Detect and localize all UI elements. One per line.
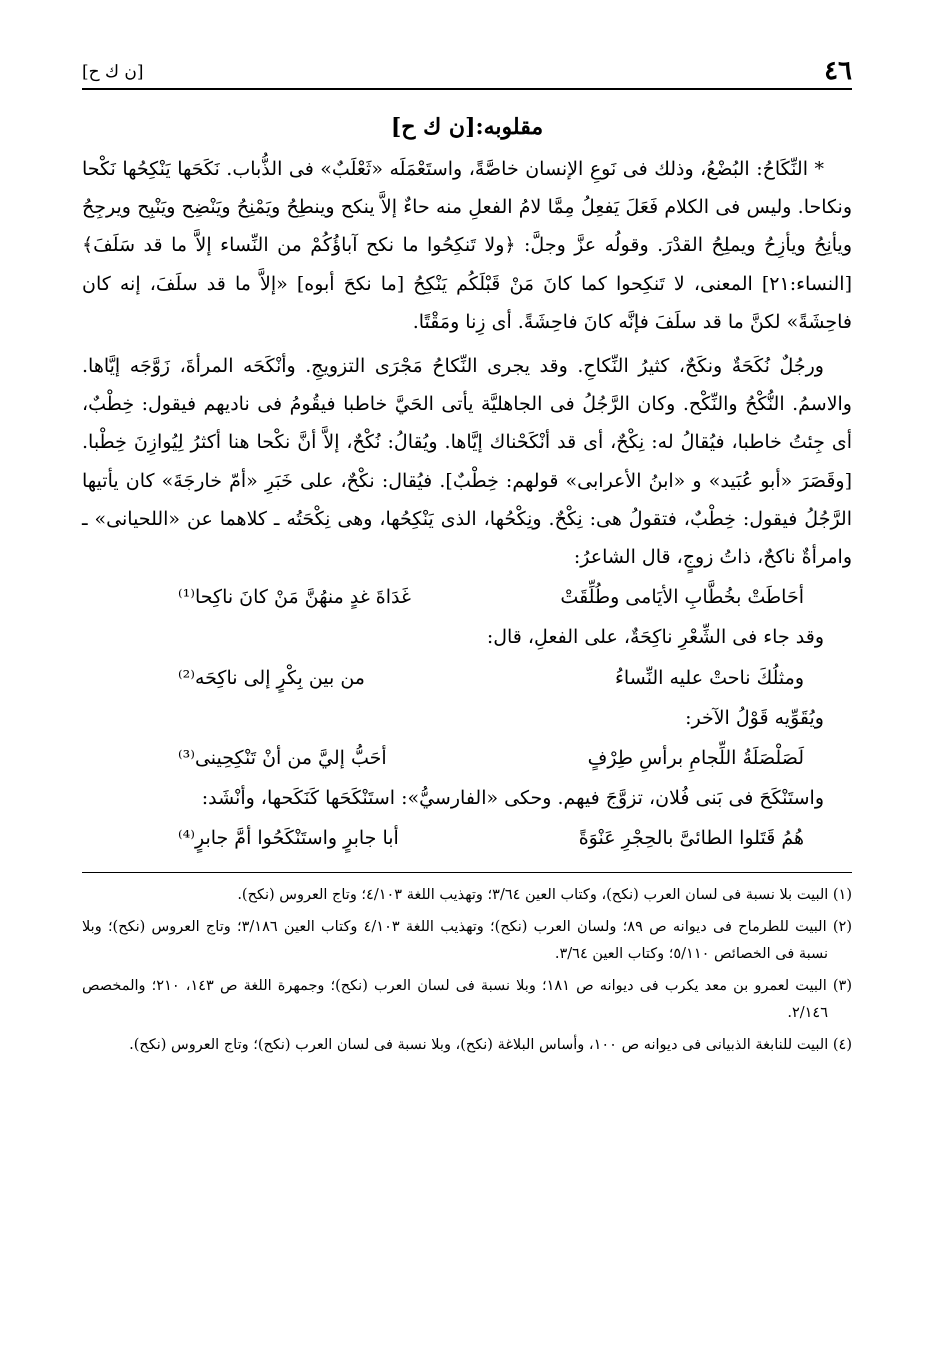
verse-2-second-hemistich: من بين بِكْرٍ إلى ناكِحَه⁽²⁾ (178, 666, 365, 689)
running-head: [ن ك ح] (82, 62, 144, 82)
verse-1 (82, 578, 852, 616)
footnote-4: (٤) البيت للنابغة الذبيانى فى ديوانه ص ١٠٠، وأساس البلاغة (نكح)، وبلا نسبة فى لسان العرب (نكح)؛ وتاج العروس (نكح). (129, 1036, 852, 1053)
paragraph-4: ويُقَوِّيه قَوْلُ الآخر: (685, 706, 824, 729)
document-page (82, 48, 852, 1064)
verse-3 (82, 739, 852, 777)
verse-4-second-hemistich: أبا جابرٍ واستَنْكَحُوا أمَّ جابرٍ⁽⁴⁾ (178, 827, 399, 850)
paragraph-1: * النِّكَاحُ: البُضْعُ، وذلك فى نَوعِ الإنسان خاصَّةً، واستَعْمَلَه «ثَعْلَبٌ» فى الذُّباب. نَكَحَها يَنْكِحُها نَكْحا ونكاحا. وليس فى الكلام فَعَلَ يَفعِلُ مِمَّا لامُ الفعلِ منه حاءٌ إلاَّ ينكح وينطِحُ ويَمْنِحُ ويَنْضِح ويَنْبِح ويرجِحُ ويأنِحُ ويأزِحُ ويملِحُ القدْرَ. وقولُه عزَّ وجلَّ: ﴿ولا تَنكِحُوا ما نكح آباؤُكُمْ من النِّساء إلاَّ ما قد سَلَفَ﴾ [النساء:٢١] المعنى، لا تَنكِحوا كما كانَ مَنْ قَبْلَكُم يَنْكِحُ [ما نكحَ أبوه] «إلاَّ ما قد سلَفَ، إنه كان فاحِشَةً» لكنَّ ما قد سلَفَ فإنَّه كانَ فاحِشَةً. أى زِنا ومَقْتًا. (82, 158, 852, 333)
verse-4 (82, 819, 852, 857)
page-header (82, 48, 852, 90)
verse-2 (82, 659, 852, 697)
verse-3-second-hemistich: أحَبُّ إليَّ من أنْ تَنْكِحِينى⁽³⁾ (178, 747, 387, 770)
footnote-2: (٢) البيت للطرماح فى ديوانه ص ٨٩؛ ولسان العرب (نكح)؛ وتهذيب اللغة ٤/١٠٣ وكتاب العين ٣/١٨٦؛ وتاج العروس (نكح)؛ وبلا نسبة فى الخصائص ٥/١١٠؛ وكتاب العين ٣/٦٤. (82, 918, 852, 962)
footnote-3: (٣) البيت لعمرو بن معد يكرب فى ديوانه ص ١٨١؛ وبلا نسبة فى لسان العرب (نكح)؛ وجمهرة اللغة ص ١٤٣، ٢١٠؛ والمخصص ٢/١٤٦. (82, 977, 853, 1021)
paragraph-3: وقد جاء فى الشِّعْرِ ناكِحَةٌ، على الفعلِ، قال: (486, 626, 824, 649)
verse-1-first-hemistich: أحَاطَتْ بخُطَّابِ الأيَامى وطُلِّقَتْ (560, 586, 804, 609)
section-title: مقلوبه:[ن ك ح] (390, 114, 544, 140)
page-number: ٤٦ (824, 56, 852, 86)
verse-3-first-hemistich: لَصَلْصَلَةُ اللِّجامِ برأسِ طِرْفٍ (587, 747, 804, 770)
verse-4-first-hemistich: هُمُ قَتَلوا الطائىَّ بالحِجْرِ عَنْوَةً (578, 827, 804, 850)
footnotes (82, 872, 852, 1059)
paragraph-5: واستَنْكَحَ فى بَنى فُلان، تزوَّجَ فيهم. وحكى «الفارسيُّ»: استَنْكَحَها كَنَكَحها، وأنْشَد: (201, 787, 824, 810)
footnote-1: (١) البيت بلا نسبة فى لسان العرب (نكح)، وكتاب العين ٣/٦٤؛ وتهذيب اللغة ٤/١٠٣؛ وتاج العروس (نكح). (237, 886, 852, 903)
verse-1-second-hemistich: غَدَاةَ غدٍ منهُنَّ مَنْ كانَ ناكِحا⁽¹⁾ (178, 586, 411, 609)
paragraph-2: ورجُلٌ نُكَحَةٌ ونكَحٌ، كثيرُ النِّكاحِ. وقد يجرى النِّكاحُ مَجْرَى التزويجِ. وأنْكَحَه المرأةَ، زَوَّجَه إيَّاها. والاسمُ. النُّكْحُ والنِّكْح. وكان الرَّجُلُ فى الجاهليَّة يأتى الحَيَّ خاطبا فيقُومُ فى ناديهم فيقول: خِطْبٌ، أى جِئتُ خاطبا، فيُقالُ له: نِكْحٌ، أى قد أنْكَحْناك إيَّاها. ويُقالُ: نُكْحٌ، إلاَّ أنَّ نكْحا هنا أكثرُ لِيُوازِنَ خِطْبا. [وقَصَرَ «أبو عُبَيد» و «ابنُ الأعرابى» قولهم: خِطْبٌ]. فيُقال: نكْحٌ، على خَبَرِ «أمّ خارجَةَ» كان يأتيها الرَّجُلُ فيقول: خِطْبٌ، فتقولُ هى: نِكْحٌ. ونِكْحُها، الذى يَنْكِحُها، وهى نِكْحَتُه ـ كلاهما عن «اللحيانى» ـ وامرأةٌ ناكحٌ، ذاتُ زوجٍ، قال الشاعرُ: (82, 355, 852, 569)
verse-2-first-hemistich: ومثلُكَ ناحتْ عليه النِّساءُ (614, 666, 804, 689)
